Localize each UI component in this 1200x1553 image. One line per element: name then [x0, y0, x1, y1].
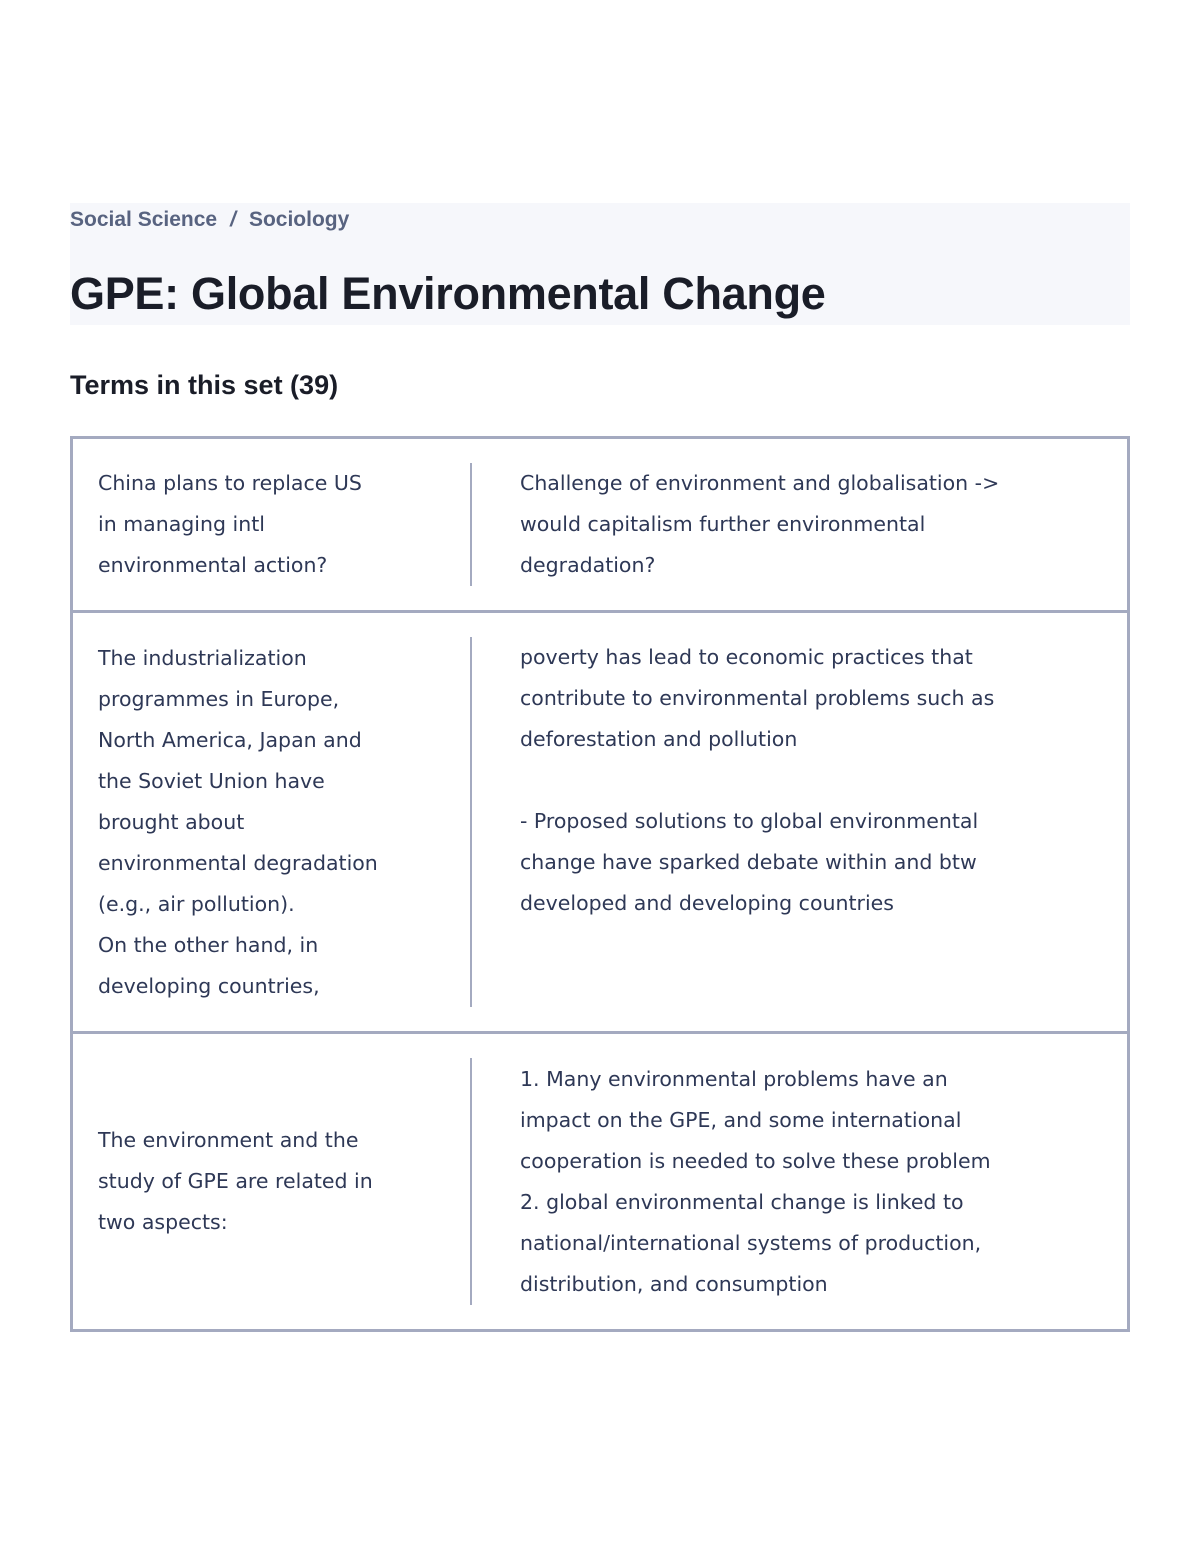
- breadcrumb-separator: /: [230, 208, 236, 231]
- breadcrumb-subcategory-link[interactable]: Sociology: [248, 208, 350, 231]
- term-card[interactable]: [70, 610, 1130, 1034]
- definition-text: 1. Many environmental problems have an impact on the GPE, and some international cooperation is needed to solve these problem 2. global environmental change is linked to national/international systems of production, distribution, and consumption: [520, 1066, 991, 1296]
- breadcrumb-category-link[interactable]: Social Science: [70, 208, 218, 231]
- breadcrumb: [70, 205, 349, 235]
- definition-text: poverty has lead to economic practices that contribute to environmental problems such as deforestation and pollution - Proposed solutions to global environmental change have sparked debate within and btw developed and developing countries: [520, 645, 995, 915]
- page-title: GPE: Global Environmental Change: [70, 268, 826, 319]
- card-divider: [470, 463, 472, 586]
- terms-list: [70, 436, 1130, 1332]
- term-text: The industrialization programmes in Europe, North America, Japan and the Soviet Union have brought about environmental degradation (e.g., air pollution). On the other hand, in developing countries,: [98, 645, 378, 998]
- card-divider: [470, 1058, 472, 1305]
- card-divider: [470, 637, 472, 1007]
- term-text: The environment and the study of GPE are related in two aspects:: [98, 1128, 373, 1234]
- term-card[interactable]: [70, 436, 1130, 613]
- terms-heading: Terms in this set (39): [70, 370, 339, 400]
- definition-text: Challenge of environment and globalisation -> would capitalism further environmental degradation?: [520, 471, 1000, 577]
- term-card[interactable]: [70, 1031, 1130, 1332]
- term-text: China plans to replace US in managing intl environmental action?: [98, 471, 362, 577]
